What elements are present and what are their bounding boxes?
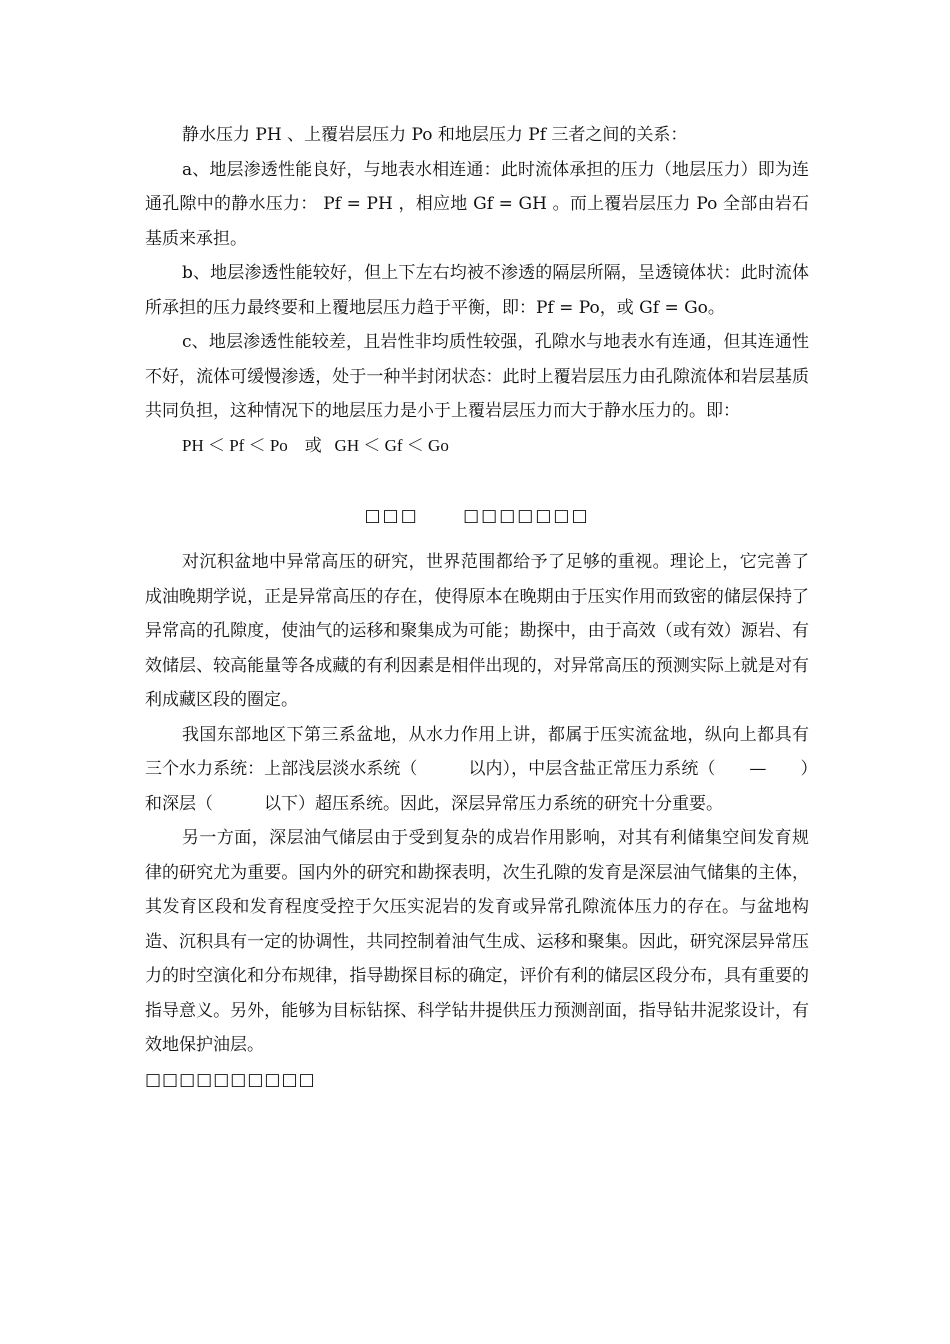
body-paragraph-1: 对沉积盆地中异常高压的研究，世界范围都给予了足够的重视。理论上，它完善了成油晚期学说，正是异常高压的存在，使得原本在晚期由于压实作用而致密的储层保持了异常高的孔隙度，使油气的运移和聚集成为可能；勘探中，由于高效（或有效）源岩、有效储层、较高能量等各成藏的有利因素是相伴出现的，对异常高压的预测实际上就是对有利成藏区段的圈定。 (145, 552, 809, 710)
section-heading: □□□ □□□□□□□ (364, 506, 590, 526)
document-page (145, 118, 809, 1097)
case-a-paragraph: a、地层渗透性能良好，与地表水相连通：此时流体承担的压力（地层压力）即为连通孔隙中的静水压力： Pf = PH ，相应地 Gf = GH 。而上覆岩层压力 Po 全部由岩石基质来承担。 (145, 159, 809, 249)
case-c-paragraph: c、地层渗透性能较差，且岩性非均质性较强，孔隙水与地表水有连通，但其连通性不好，流体可缓慢渗透，处于一种半封闭状态：此时上覆岩层压力由孔隙流体和岩层基质共同负担，这种情况下的地层压力是小于上覆岩层压力而大于静水压力的。即： (145, 332, 809, 421)
pressure-inequality-formula: PH ＜ Pf ＜ Po 或 GH ＜ Gf ＜ Go (182, 435, 449, 455)
case-b-paragraph: b、地层渗透性能较好，但上下左右均被不渗透的隔层所隔，呈透镜体状：此时流体所承担的压力最终要和上覆地层压力趋于平衡，即：Pf = Po，或 Gf = Go。 (145, 263, 809, 318)
body-paragraph-2: 我国东部地区下第三系盆地，从水力作用上讲，都属于压实流盆地，纵向上都具有三个水力系统：上部浅层淡水系统（ 以内），中层含盐正常压力系统（ — ）和深层（ 以下）超压系统。因此，深层异常压力系统的研究十分重要。 (145, 724, 809, 814)
intro-paragraph: 静水压力 PH 、上覆岩层压力 Po 和地层压力 Pf 三者之间的关系： (182, 125, 688, 145)
body-paragraph-3: 另一方面，深层油气储层由于受到复杂的成岩作用影响，对其有利储集空间发育规律的研究尤为重要。国内外的研究和勘探表明，次生孔隙的发育是深层油气储集的主体，其发育区段和发育程度受控于欠压实泥岩的发育或异常孔隙流体压力的存在。与盆地构造、沉积具有一定的协调性，共同控制着油气生成、运移和聚集。因此，研究深层异常压力的时空演化和分布规律，指导勘探目标的确定，评价有利的储层区段分布，具有重要的指导意义。另外，能够为目标钻探、科学钻井提供压力预测剖面，指导钻井泥浆设计，有效地保护油层。 (145, 828, 809, 1055)
trailing-heading-line: □□□□□□□□□□ (145, 1069, 316, 1090)
